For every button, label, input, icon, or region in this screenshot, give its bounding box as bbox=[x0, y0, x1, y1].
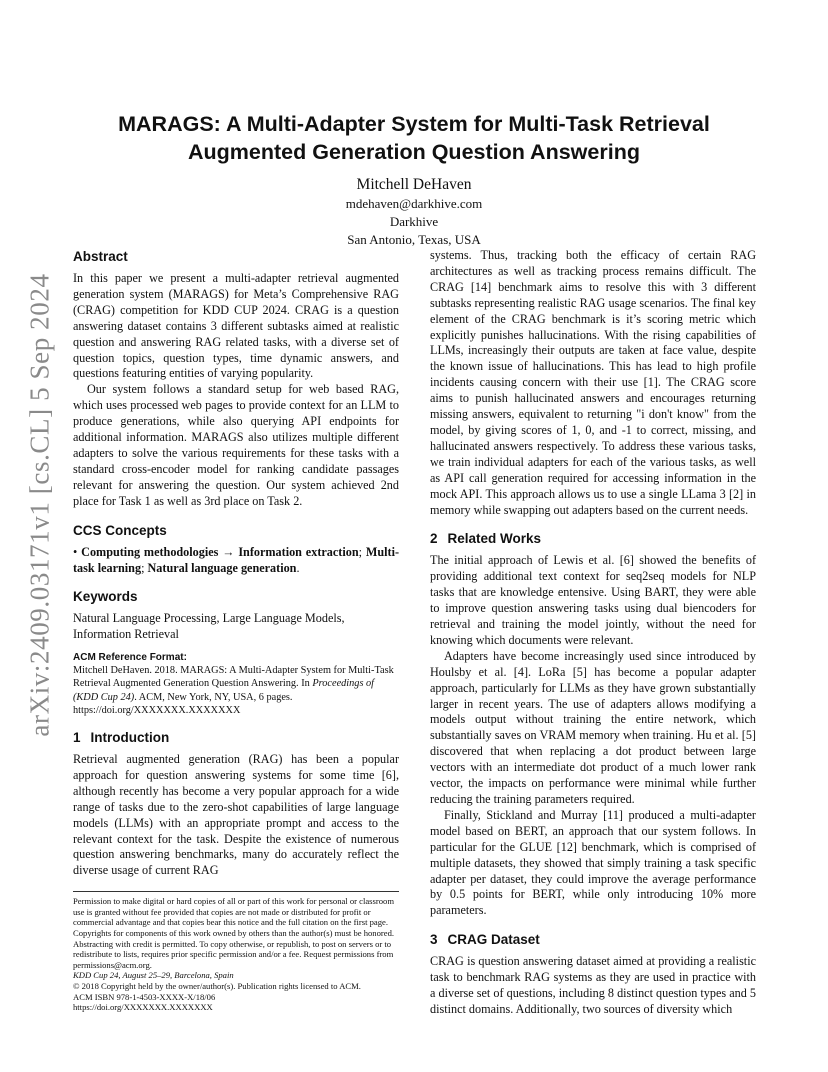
related-heading bbox=[430, 530, 756, 548]
related-title: Related Works bbox=[447, 531, 542, 547]
right-column bbox=[430, 248, 756, 1018]
ccs-arrow: → bbox=[218, 544, 239, 559]
arxiv-watermark bbox=[10, 273, 70, 737]
ccs-item-1: Computing methodologies bbox=[81, 544, 219, 559]
acm-ref-post: . ACM, New York, NY, USA, 6 pages. https://doi.org/XXXXXXX.XXXXXXX bbox=[73, 691, 293, 716]
copyright-line: © 2018 Copyright held by the owner/author(s). Publication rights licensed to ACM. bbox=[73, 981, 361, 992]
author-location: San Antonio, Texas, USA bbox=[347, 232, 481, 247]
intro-title: Introduction bbox=[90, 730, 170, 746]
abstract-heading: Abstract bbox=[73, 249, 128, 264]
conference-info: KDD Cup 24, August 25–29, Barcelona, Spain bbox=[73, 970, 234, 981]
paper-title bbox=[90, 110, 738, 166]
permission-notice: Permission to make digital or hard copies of all or part of this work for personal or classroom use is granted without fee provided that copies are not made or distributed for profit or commercial advantage and that copies bear this notice and the full citation on the first page. Copyrights for components of this work owned by others than the author(s) must be honored. Abstracting with credit is permitted. To copy otherwise, or republish, to post on servers or to redistribute to lists, requires prior specific permission and/or a fee. Request permissions from permissions@acm.org. bbox=[73, 896, 395, 970]
author-org: Darkhive bbox=[389, 214, 439, 229]
abstract-paragraph-1: In this paper we present a multi-adapter retrieval augmented generation system (MARAGS) for Meta’s Comprehensive RAG (CRAG) competition for KDD CUP 2024. CRAG is a question answering dataset contains 3 different subtasks aimed at realistic question and answering RAG related tasks, with a diverse set of question topics, question types, time dynamic answers, and questions featuring entities of varying popularity. bbox=[73, 271, 399, 381]
title-line-1: MARAGS: A Multi-Adapter System for Multi-Task Retrieval bbox=[118, 112, 710, 136]
abstract-paragraph-2: Our system follows a standard setup for web based RAG, which uses processed web pages to provide context for an LLM to produce generations, while also querying API endpoints for additional information. MARAGS also utilizes multiple different adapters to solve the various requirements for these tasks with a standard cross-encoder model for ranking candidate passages relevant for answering the question. Our system achieved 2nd place for Task 1 as well as 3rd place on Task 2. bbox=[73, 382, 399, 508]
keywords-text: Natural Language Processing, Large Language Models, Information Retrieval bbox=[73, 611, 345, 642]
ccs-sep-2: ; bbox=[141, 560, 148, 575]
acm-ref-text bbox=[73, 664, 399, 717]
ccs-bullet: • bbox=[73, 544, 78, 559]
related-paragraph-3: Finally, Stickland and Murray [11] produced a multi-adapter model based on BERT, an approach that our system follows. In particular for the GLUE [12] benchmark, which is comprised of multiple datasets, they showed that simply training a task specific adapter per dataset, they could improve the average performance by 0.5 points for BERT, while only introducing 10% more parameters. bbox=[430, 807, 756, 918]
related-paragraph-1: The initial approach of Lewis et al. [6] showed the benefits of providing additional text context for seq2seq models for NLP tasks that are knowledge entensive. Using BART, they were able to improve question answering tasks using dual biencoders for retrieval and training the model jointly, without the need for knowing which documents were relevant. bbox=[430, 553, 756, 647]
copyright-footnote bbox=[73, 891, 399, 1013]
left-column bbox=[73, 248, 399, 1013]
author-block bbox=[214, 175, 614, 249]
intro-paragraph-continued: systems. Thus, tracking both the efficacy of certain RAG architectures as well as tracking process remains difficult. The CRAG [14] benchmark aims to resolve this with 3 different subtasks representing realistic RAG usage scenarios. The final key element of the CRAG benchmark is it’s scoring metric which explicitly punishes hallucinations. With the rising capabilities of LLMs, increasingly their outputs are taken at face value, despite the known issue of hallucinations. This has lead to high profile incidents causing concern with their use [1]. The CRAG score aims to punish hallucinated answers and encourages returning missing answers, equivalent to returning "i don't know" from the model, by giving scores of 1, 0, and -1 to correct, missing, and hallucinated answers respectively. To address these various tasks, we train individual adapters for each of the various tasks, as well as API call generation required for accessing information in the mock API. This approach allows us to use a single LLama 3 [2] in memory while swapping out adapters based on the current needs. bbox=[430, 248, 756, 517]
crag-heading bbox=[430, 931, 756, 949]
isbn-line: ACM ISBN 978-1-4503-XXXX-X/18/06 bbox=[73, 991, 216, 1002]
doi-line: https://doi.org/XXXXXXX.XXXXXXX bbox=[73, 1002, 213, 1013]
keywords-heading: Keywords bbox=[73, 589, 138, 605]
ccs-sep-1: ; bbox=[358, 544, 366, 559]
ccs-heading: CCS Concepts bbox=[73, 522, 167, 538]
author-email: mdehaven@darkhive.com bbox=[345, 196, 483, 211]
acm-ref-pre: Mitchell DeHaven. 2018. MARAGS: A Multi-Adapter System for Multi-Task Retrieval Augmented Generation Question Answering. In bbox=[73, 665, 394, 690]
intro-number: 1 bbox=[73, 730, 81, 746]
crag-title: CRAG Dataset bbox=[447, 932, 540, 948]
related-paragraph-2: Adapters have become increasingly used since introduced by Houlsby et al. [4]. LoRa [5] has become a popular adapter approach, particularly for LLMs as they have grown substantially larger in recent years. The use of adapters allows modifying a models output without training the entire network, which substantially saves on VRAM memory when training. Hu et al. [5] discovered that when replacing a dot product between large vectors with an intermediate dot product of a much lower rank vector, the impacts on performance were minimal while further reducing the training parameters required. bbox=[430, 648, 756, 806]
acm-ref-heading: ACM Reference Format: bbox=[73, 652, 187, 664]
author-name: Mitchell DeHaven bbox=[356, 176, 472, 193]
crag-paragraph-1: CRAG is question answering dataset aimed at providing a realistic task to benchmark RAG systems as they are used in practice with a diverse set of questions, including 8 distinct question types and 5 distinct domains. Additionally, two sources of diversity which bbox=[430, 954, 756, 1016]
ccs-item-3: Multi-task learning bbox=[73, 544, 400, 575]
crag-number: 3 bbox=[430, 932, 438, 948]
intro-heading bbox=[73, 729, 399, 747]
ccs-concepts bbox=[73, 545, 399, 577]
related-number: 2 bbox=[430, 531, 438, 547]
title-line-2: Augmented Generation Question Answering bbox=[188, 140, 640, 164]
footnote-rule bbox=[73, 891, 399, 892]
intro-paragraph-1: Retrieval augmented generation (RAG) has been a popular approach for question answering systems for some time [6], although recently has become a very popular approach for a wide range of tasks due to the zero-shot capabilities of large language models (LLMs) with an appropriate prompt and access to the relevant context for the task. Despite the existence of numerous question answering benchmarks, many do accurately reflect the diverse usage of current RAG bbox=[73, 752, 399, 878]
ccs-end: . bbox=[296, 560, 300, 575]
ccs-item-4: Natural language generation bbox=[147, 560, 297, 575]
ccs-item-2: Information extraction bbox=[238, 544, 359, 559]
acm-ref-venue: Proceedings of (KDD Cup 24) bbox=[73, 678, 375, 703]
arxiv-id: arXiv:2409.03171v1 [cs.CL] 5 Sep 2024 bbox=[24, 273, 55, 737]
